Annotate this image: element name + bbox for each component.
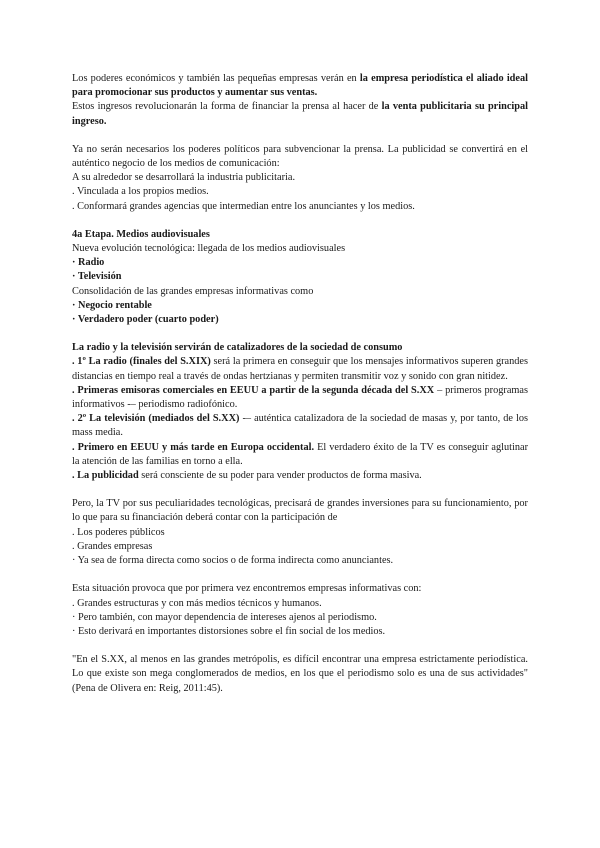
paragraph-revenue: Estos ingresos revolucionarán la forma de financiar la prensa al hacer de la venta publicitaria su principal ingreso. xyxy=(72,101,528,127)
list-item: . Conformará grandes agencias que intermedian entre los anunciantes y los medios. xyxy=(72,200,415,212)
list-item: . Vinculada a los propios medios. xyxy=(72,186,209,198)
list-item: . Los poderes públicos xyxy=(72,526,165,538)
quote-paragraph: "En el S.XX, al menos en las grandes metrópolis, es difícil encontrar una empresa estrictamente periodística. Lo que existe son mega conglomerados de medios, en los que el periodismo solo es una de sus actividades" (Pena de Olivera en: Reig, 2011:45). xyxy=(72,654,528,694)
paragraph-consolidation: Consolidación de las grandes empresas informativas como xyxy=(72,285,314,297)
list-item: · Televisión xyxy=(72,271,122,283)
list-item: . Primeras emisoras comerciales en EEUU a partir de la segunda década del S.XX – primeros programas informativos -– periodismo radiofónico. xyxy=(72,384,528,411)
document-body xyxy=(72,72,528,696)
list-item: . Grandes estructuras y con más medios técnicos y humanos. xyxy=(72,597,322,609)
list-item: · Negocio rentable xyxy=(72,299,152,311)
paragraph-advertisers: Los poderes económicos y también las pequeñas empresas verán en la empresa periodística el aliado ideal para promocionar sus productos y aumentar sus ventas. xyxy=(72,73,528,99)
list-item: · Radio xyxy=(72,257,105,269)
list-item: . Grandes empresas xyxy=(72,540,153,552)
paragraph-situation: Esta situación provoca que por primera vez encontremos empresas informativas con: xyxy=(72,583,422,595)
list-item: . La publicidad será consciente de su poder para vender productos de forma masiva. xyxy=(72,470,422,482)
paragraph-evolution: Nueva evolución tecnológica: llegada de los medios audiovisuales xyxy=(72,243,346,255)
list-item: · Ya sea de forma directa como socios o de forma indirecta como anunciantes. xyxy=(72,555,394,567)
section-heading: La radio y la televisión servirán de catalizadores de la sociedad de consumo xyxy=(72,342,403,354)
list-item: · Esto derivará en importantes distorsiones sobre el fin social de los medios. xyxy=(72,625,386,637)
paragraph-tv-funding: Pero, la TV por sus peculiaridades tecnológicas, precisará de grandes inversiones para su funcionamiento, por lo que para su financiación deberá contar con la participación de xyxy=(72,498,528,524)
list-item: . Primero en EEUU y más tarde en Europa occidental. El verdadero éxito de la TV es conseguir aglutinar la atención de las familias en torno a ella. xyxy=(72,441,529,467)
list-item: . 1º La radio (finales del S.XIX) será la primera en conseguir que los mensajes informativos superen grandes distancias en tiempo real a través de ondas hertzianas y permiten transmitir voz y sonido con gran nitidez. xyxy=(72,356,528,382)
paragraph-politics: Ya no serán necesarios los poderes políticos para subvencionar la prensa. La publicidad se convertirá en el auténtico negocio de los medios de comunicación: xyxy=(72,143,528,170)
list-item: · Verdadero poder (cuarto poder) xyxy=(72,314,219,326)
section-heading: 4a Etapa. Medios audiovisuales xyxy=(72,228,210,240)
list-item: . 2º La televisión (mediados del S.XX) -– auténtica catalizadora de la sociedad de masas y, por tanto, de los mass media. xyxy=(72,413,528,439)
paragraph-industry: A su alrededor se desarrollará la industria publicitaria. xyxy=(72,172,296,184)
list-item: · Pero también, con mayor dependencia de intereses ajenos al periodismo. xyxy=(72,611,377,623)
